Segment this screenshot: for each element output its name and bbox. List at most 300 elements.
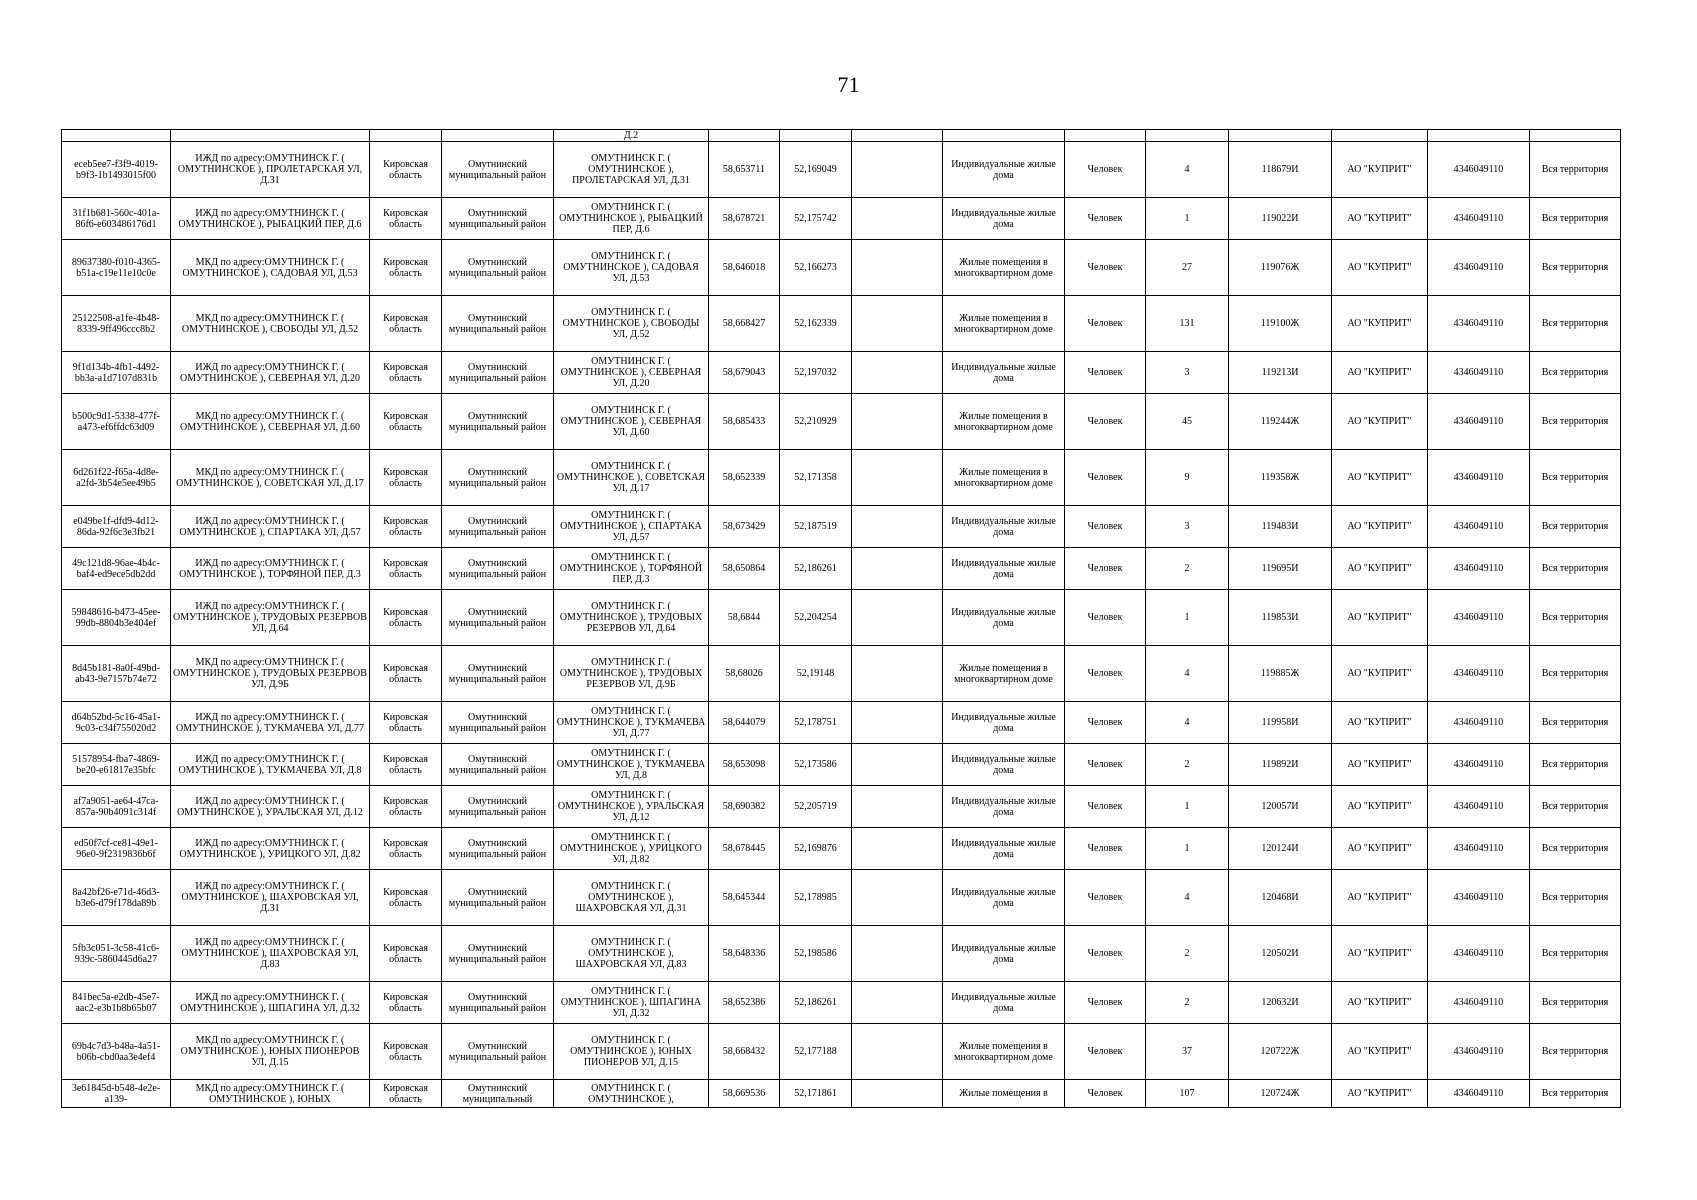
cell-region: Кировская область (370, 296, 442, 352)
cell-inn: 4346049110 (1428, 982, 1530, 1024)
cell-terr: Вся территория (1530, 296, 1621, 352)
cell-type (943, 130, 1065, 142)
cell-code: 119695И (1229, 548, 1332, 590)
cell-terr: Вся территория (1530, 828, 1621, 870)
cell-district: Омутнинский муниципальный район (442, 450, 554, 506)
cell-type: Индивидуальные жилые дома (943, 926, 1065, 982)
cell-inn: 4346049110 (1428, 352, 1530, 394)
cell-terr: Вся территория (1530, 142, 1621, 198)
cell-empty (852, 296, 943, 352)
cell-type: Индивидуальные жилые дома (943, 590, 1065, 646)
cell-count: 107 (1146, 1080, 1229, 1108)
cell-id: af7a9051-ae64-47ca-857a-90b4091c314f (62, 786, 171, 828)
cell-id (62, 130, 171, 142)
cell-id: e049be1f-dfd9-4d12-86da-92f6c3e3fb21 (62, 506, 171, 548)
cell-region: Кировская область (370, 352, 442, 394)
cell-empty (852, 828, 943, 870)
cell-terr: Вся территория (1530, 702, 1621, 744)
cell-code: 119100Ж (1229, 296, 1332, 352)
cell-code: 119892И (1229, 744, 1332, 786)
cell-terr: Вся территория (1530, 926, 1621, 982)
cell-type: Жилые помещения в многоквартирном доме (943, 240, 1065, 296)
cell-org: АО "КУПРИТ" (1332, 296, 1428, 352)
cell-org: АО "КУПРИТ" (1332, 548, 1428, 590)
cell-lat: 58,668427 (709, 296, 780, 352)
cell-district: Омутнинский муниципальный район (442, 828, 554, 870)
cell-type: Индивидуальные жилые дома (943, 142, 1065, 198)
cell-lat: 58,653711 (709, 142, 780, 198)
table-row (62, 352, 1621, 394)
cell-lon: 52,175742 (780, 198, 852, 240)
cell-terr: Вся территория (1530, 450, 1621, 506)
cell-type: Индивидуальные жилые дома (943, 870, 1065, 926)
cell-lat: 58,679043 (709, 352, 780, 394)
cell-terr (1530, 130, 1621, 142)
cell-lat (709, 130, 780, 142)
cell-lon: 52,162339 (780, 296, 852, 352)
cell-id: 8d45b181-8a0f-49bd-ab43-9e7157b74e72 (62, 646, 171, 702)
cell-lat: 58,690382 (709, 786, 780, 828)
cell-count: 37 (1146, 1024, 1229, 1080)
cell-code: 120632И (1229, 982, 1332, 1024)
cell-inn: 4346049110 (1428, 870, 1530, 926)
cell-org: АО "КУПРИТ" (1332, 590, 1428, 646)
cell-empty (852, 646, 943, 702)
cell-id: 31f1b681-560c-401a-86f6-e603486176d1 (62, 198, 171, 240)
cell-code: 119885Ж (1229, 646, 1332, 702)
cell-name: ИЖД по адресу:ОМУТНИНСК Г. ( ОМУТНИНСКОЕ ), ТУКМАЧЕВА УЛ, Д.77 (171, 702, 370, 744)
cell-type: Жилые помещения в (943, 1080, 1065, 1108)
cell-type: Индивидуальные жилые дома (943, 982, 1065, 1024)
cell-type: Жилые помещения в многоквартирном доме (943, 646, 1065, 702)
cell-type: Жилые помещения в многоквартирном доме (943, 1024, 1065, 1080)
cell-name (171, 130, 370, 142)
cell-unit: Человек (1065, 870, 1146, 926)
cell-inn: 4346049110 (1428, 590, 1530, 646)
cell-org: АО "КУПРИТ" (1332, 450, 1428, 506)
table-row (62, 982, 1621, 1024)
registry-table (61, 129, 1621, 1108)
cell-org: АО "КУПРИТ" (1332, 394, 1428, 450)
cell-id: eceb5ee7-f3f9-4019-b9f3-1b1493015f00 (62, 142, 171, 198)
cell-inn (1428, 130, 1530, 142)
cell-lon: 52,205719 (780, 786, 852, 828)
table-row (62, 130, 1621, 142)
table-row (62, 198, 1621, 240)
cell-address: ОМУТНИНСК Г. ( ОМУТНИНСКОЕ ), ШПАГИНА УЛ, Д.32 (554, 982, 709, 1024)
cell-id: 89637380-f010-4365-b51a-c19e11e10c0e (62, 240, 171, 296)
cell-district: Омутнинский муниципальный район (442, 786, 554, 828)
cell-district: Омутнинский муниципальный район (442, 352, 554, 394)
cell-empty (852, 982, 943, 1024)
cell-id: 25122508-a1fe-4b48-8339-9ff496ccc8b2 (62, 296, 171, 352)
table-body (62, 130, 1621, 1108)
cell-org: АО "КУПРИТ" (1332, 828, 1428, 870)
cell-lat: 58,669536 (709, 1080, 780, 1108)
cell-terr: Вся территория (1530, 352, 1621, 394)
cell-lon: 52,178751 (780, 702, 852, 744)
cell-id: 69b4c7d3-b48a-4a51-b06b-cbd0aa3e4ef4 (62, 1024, 171, 1080)
cell-address: ОМУТНИНСК Г. ( ОМУТНИНСКОЕ ), ТУКМАЧЕВА УЛ, Д.77 (554, 702, 709, 744)
cell-id: d64b52bd-5c16-45a1-9c03-c34f755020d2 (62, 702, 171, 744)
cell-terr: Вся территория (1530, 870, 1621, 926)
cell-lat: 58,653098 (709, 744, 780, 786)
cell-unit: Человек (1065, 198, 1146, 240)
cell-address: ОМУТНИНСК Г. ( ОМУТНИНСКОЕ ), ТОРФЯНОЙ ПЕР, Д.3 (554, 548, 709, 590)
cell-district: Омутнинский муниципальный район (442, 590, 554, 646)
cell-name: ИЖД по адресу:ОМУТНИНСК Г. ( ОМУТНИНСКОЕ ), ТОРФЯНОЙ ПЕР, Д.3 (171, 548, 370, 590)
cell-code: 120468И (1229, 870, 1332, 926)
table-row (62, 450, 1621, 506)
cell-unit: Человек (1065, 926, 1146, 982)
cell-empty (852, 394, 943, 450)
cell-count: 9 (1146, 450, 1229, 506)
cell-inn: 4346049110 (1428, 548, 1530, 590)
cell-lon: 52,166273 (780, 240, 852, 296)
cell-terr: Вся территория (1530, 590, 1621, 646)
cell-code (1229, 130, 1332, 142)
cell-lat: 58,646018 (709, 240, 780, 296)
cell-district: Омутнинский муниципальный район (442, 702, 554, 744)
cell-name: ИЖД по адресу:ОМУТНИНСК Г. ( ОМУТНИНСКОЕ ), УРАЛЬСКАЯ УЛ, Д.12 (171, 786, 370, 828)
cell-org: АО "КУПРИТ" (1332, 1024, 1428, 1080)
cell-count: 1 (1146, 590, 1229, 646)
cell-lon: 52,173586 (780, 744, 852, 786)
cell-empty (852, 240, 943, 296)
cell-district: Омутнинский муниципальный район (442, 142, 554, 198)
cell-type: Индивидуальные жилые дома (943, 744, 1065, 786)
cell-terr: Вся территория (1530, 982, 1621, 1024)
cell-address: ОМУТНИНСК Г. ( ОМУТНИНСКОЕ ), ШАХРОВСКАЯ УЛ, Д.31 (554, 870, 709, 926)
cell-region: Кировская область (370, 240, 442, 296)
cell-id: 49c121d8-96ae-4b4c-baf4-ed9ece5db2dd (62, 548, 171, 590)
cell-code: 119958И (1229, 702, 1332, 744)
cell-empty (852, 590, 943, 646)
cell-address: ОМУТНИНСК Г. ( ОМУТНИНСКОЕ ), ЮНЫХ ПИОНЕРОВ УЛ, Д.15 (554, 1024, 709, 1080)
cell-type: Индивидуальные жилые дома (943, 506, 1065, 548)
cell-unit: Человек (1065, 828, 1146, 870)
cell-address: ОМУТНИНСК Г. ( ОМУТНИНСКОЕ ), ШАХРОВСКАЯ УЛ, Д.83 (554, 926, 709, 982)
cell-count: 1 (1146, 828, 1229, 870)
cell-lon: 52,186261 (780, 982, 852, 1024)
cell-lat: 58,668432 (709, 1024, 780, 1080)
cell-empty (852, 744, 943, 786)
cell-address: ОМУТНИНСК Г. ( ОМУТНИНСКОЕ ), СВОБОДЫ УЛ, Д.52 (554, 296, 709, 352)
cell-region: Кировская область (370, 590, 442, 646)
cell-region: Кировская область (370, 870, 442, 926)
cell-name: МКД по адресу:ОМУТНИНСК Г. ( ОМУТНИНСКОЕ ), ЮНЫХ (171, 1080, 370, 1108)
table-row (62, 506, 1621, 548)
cell-inn: 4346049110 (1428, 926, 1530, 982)
cell-org: АО "КУПРИТ" (1332, 240, 1428, 296)
cell-lon: 52,19148 (780, 646, 852, 702)
cell-count: 3 (1146, 506, 1229, 548)
cell-name: МКД по адресу:ОМУТНИНСК Г. ( ОМУТНИНСКОЕ ), САДОВАЯ УЛ, Д.53 (171, 240, 370, 296)
cell-address: ОМУТНИНСК Г. ( ОМУТНИНСКОЕ ), УРИЦКОГО УЛ, Д.82 (554, 828, 709, 870)
cell-address: ОМУТНИНСК Г. ( ОМУТНИНСКОЕ ), ТРУДОВЫХ РЕЗЕРВОВ УЛ, Д.9Б (554, 646, 709, 702)
cell-name: ИЖД по адресу:ОМУТНИНСК Г. ( ОМУТНИНСКОЕ ), ШПАГИНА УЛ, Д.32 (171, 982, 370, 1024)
cell-id: b500c9d1-5338-477f-a473-ef6ffdc63d09 (62, 394, 171, 450)
cell-inn: 4346049110 (1428, 646, 1530, 702)
cell-name: ИЖД по адресу:ОМУТНИНСК Г. ( ОМУТНИНСКОЕ ), ТРУДОВЫХ РЕЗЕРВОВ УЛ, Д.64 (171, 590, 370, 646)
cell-count: 131 (1146, 296, 1229, 352)
cell-name: ИЖД по адресу:ОМУТНИНСК Г. ( ОМУТНИНСКОЕ ), ПРОЛЕТАРСКАЯ УЛ, Д.31 (171, 142, 370, 198)
cell-unit: Человек (1065, 590, 1146, 646)
cell-code: 119213И (1229, 352, 1332, 394)
cell-org: АО "КУПРИТ" (1332, 1080, 1428, 1108)
cell-code: 119244Ж (1229, 394, 1332, 450)
page-number: 71 (837, 72, 860, 97)
cell-inn: 4346049110 (1428, 506, 1530, 548)
cell-region: Кировская область (370, 926, 442, 982)
cell-address: ОМУТНИНСК Г. ( ОМУТНИНСКОЕ ), ТРУДОВЫХ РЕЗЕРВОВ УЛ, Д.64 (554, 590, 709, 646)
cell-lat: 58,678721 (709, 198, 780, 240)
cell-type: Индивидуальные жилые дома (943, 352, 1065, 394)
cell-empty (852, 142, 943, 198)
cell-district: Омутнинский муниципальный район (442, 926, 554, 982)
cell-lon: 52,177188 (780, 1024, 852, 1080)
cell-id: 3e61845d-b548-4e2e-a139- (62, 1080, 171, 1108)
cell-terr: Вся территория (1530, 394, 1621, 450)
cell-district: Омутнинский муниципальный район (442, 548, 554, 590)
cell-empty (852, 1080, 943, 1108)
table-row (62, 394, 1621, 450)
cell-district: Омутнинский муниципальный район (442, 982, 554, 1024)
cell-terr: Вся территория (1530, 1024, 1621, 1080)
cell-code: 120124И (1229, 828, 1332, 870)
cell-address: ОМУТНИНСК Г. ( ОМУТНИНСКОЕ ), СОВЕТСКАЯ УЛ, Д.17 (554, 450, 709, 506)
cell-unit: Человек (1065, 1080, 1146, 1108)
cell-id: 841bec5a-e2db-45e7-aac2-e3b1b8b65b07 (62, 982, 171, 1024)
cell-code: 120057И (1229, 786, 1332, 828)
cell-terr: Вся территория (1530, 548, 1621, 590)
cell-lon: 52,197032 (780, 352, 852, 394)
cell-lat: 58,6844 (709, 590, 780, 646)
cell-code: 119483И (1229, 506, 1332, 548)
cell-region: Кировская область (370, 506, 442, 548)
cell-region: Кировская область (370, 548, 442, 590)
cell-lon: 52,198586 (780, 926, 852, 982)
cell-terr: Вся территория (1530, 744, 1621, 786)
cell-terr: Вся территория (1530, 240, 1621, 296)
cell-org: АО "КУПРИТ" (1332, 926, 1428, 982)
cell-inn: 4346049110 (1428, 296, 1530, 352)
cell-name: ИЖД по адресу:ОМУТНИНСК Г. ( ОМУТНИНСКОЕ ), СПАРТАКА УЛ, Д.57 (171, 506, 370, 548)
cell-org: АО "КУПРИТ" (1332, 702, 1428, 744)
cell-address: ОМУТНИНСК Г. ( ОМУТНИНСКОЕ ), САДОВАЯ УЛ, Д.53 (554, 240, 709, 296)
cell-code: 119022И (1229, 198, 1332, 240)
cell-district: Омутнинский муниципальный район (442, 646, 554, 702)
cell-region: Кировская область (370, 394, 442, 450)
cell-district: Омутнинский муниципальный район (442, 296, 554, 352)
cell-name: МКД по адресу:ОМУТНИНСК Г. ( ОМУТНИНСКОЕ ), СОВЕТСКАЯ УЛ, Д.17 (171, 450, 370, 506)
cell-empty (852, 1024, 943, 1080)
cell-inn: 4346049110 (1428, 198, 1530, 240)
table-row (62, 926, 1621, 982)
table-row (62, 142, 1621, 198)
cell-lon: 52,169876 (780, 828, 852, 870)
table-row (62, 702, 1621, 744)
cell-unit: Человек (1065, 786, 1146, 828)
cell-inn: 4346049110 (1428, 702, 1530, 744)
cell-district: Омутнинский муниципальный район (442, 394, 554, 450)
cell-address: ОМУТНИНСК Г. ( ОМУТНИНСКОЕ ), СЕВЕРНАЯ УЛ, Д.20 (554, 352, 709, 394)
table-row (62, 548, 1621, 590)
cell-count: 1 (1146, 198, 1229, 240)
cell-inn: 4346049110 (1428, 786, 1530, 828)
cell-lon: 52,178985 (780, 870, 852, 926)
cell-org: АО "КУПРИТ" (1332, 506, 1428, 548)
cell-type: Жилые помещения в многоквартирном доме (943, 450, 1065, 506)
cell-count: 27 (1146, 240, 1229, 296)
cell-terr: Вся территория (1530, 646, 1621, 702)
cell-region: Кировская область (370, 786, 442, 828)
cell-empty (852, 450, 943, 506)
cell-lat: 58,648336 (709, 926, 780, 982)
cell-inn: 4346049110 (1428, 1080, 1530, 1108)
cell-district: Омутнинский муниципальный район (442, 240, 554, 296)
table-row (62, 828, 1621, 870)
cell-code: 120502И (1229, 926, 1332, 982)
cell-empty (852, 870, 943, 926)
cell-type: Индивидуальные жилые дома (943, 198, 1065, 240)
cell-unit: Человек (1065, 240, 1146, 296)
cell-region: Кировская область (370, 982, 442, 1024)
table-row (62, 646, 1621, 702)
cell-unit: Человек (1065, 982, 1146, 1024)
cell-lat: 58,685433 (709, 394, 780, 450)
cell-count: 4 (1146, 142, 1229, 198)
cell-inn: 4346049110 (1428, 142, 1530, 198)
cell-count: 2 (1146, 744, 1229, 786)
cell-address: ОМУТНИНСК Г. ( ОМУТНИНСКОЕ ), СПАРТАКА УЛ, Д.57 (554, 506, 709, 548)
table-row (62, 786, 1621, 828)
cell-lat: 58,644079 (709, 702, 780, 744)
cell-org (1332, 130, 1428, 142)
cell-empty (852, 926, 943, 982)
cell-unit: Человек (1065, 646, 1146, 702)
cell-lat: 58,652339 (709, 450, 780, 506)
cell-lat: 58,652386 (709, 982, 780, 1024)
cell-name: МКД по адресу:ОМУТНИНСК Г. ( ОМУТНИНСКОЕ ), СЕВЕРНАЯ УЛ, Д.60 (171, 394, 370, 450)
table-row (62, 1080, 1621, 1108)
cell-name: ИЖД по адресу:ОМУТНИНСК Г. ( ОМУТНИНСКОЕ ), РЫБАЦКИЙ ПЕР, Д.6 (171, 198, 370, 240)
cell-code: 119076Ж (1229, 240, 1332, 296)
cell-address: ОМУТНИНСК Г. ( ОМУТНИНСКОЕ ), ТУКМАЧЕВА УЛ, Д.8 (554, 744, 709, 786)
cell-terr: Вся территория (1530, 786, 1621, 828)
cell-count: 2 (1146, 548, 1229, 590)
cell-org: АО "КУПРИТ" (1332, 870, 1428, 926)
cell-address: ОМУТНИНСК Г. ( ОМУТНИНСКОЕ ), ПРОЛЕТАРСКАЯ УЛ, Д.31 (554, 142, 709, 198)
cell-count: 1 (1146, 786, 1229, 828)
cell-type: Индивидуальные жилые дома (943, 548, 1065, 590)
cell-inn: 4346049110 (1428, 828, 1530, 870)
cell-empty (852, 198, 943, 240)
cell-id: ed50f7cf-ce81-49e1-96e0-9f2319836b6f (62, 828, 171, 870)
cell-terr: Вся территория (1530, 1080, 1621, 1108)
cell-empty (852, 702, 943, 744)
cell-region: Кировская область (370, 142, 442, 198)
cell-name: ИЖД по адресу:ОМУТНИНСК Г. ( ОМУТНИНСКОЕ ), ТУКМАЧЕВА УЛ, Д.8 (171, 744, 370, 786)
cell-count: 2 (1146, 926, 1229, 982)
cell-count: 4 (1146, 870, 1229, 926)
cell-code: 120722Ж (1229, 1024, 1332, 1080)
cell-lat: 58,650864 (709, 548, 780, 590)
cell-org: АО "КУПРИТ" (1332, 352, 1428, 394)
cell-id: 51578954-fba7-4869-be20-e61817e35bfc (62, 744, 171, 786)
cell-id: 5fb3c051-3c58-41c6-939c-5860445d6a27 (62, 926, 171, 982)
cell-lon: 52,204254 (780, 590, 852, 646)
cell-unit: Человек (1065, 352, 1146, 394)
cell-type: Индивидуальные жилые дома (943, 702, 1065, 744)
cell-type: Жилые помещения в многоквартирном доме (943, 296, 1065, 352)
cell-unit: Человек (1065, 548, 1146, 590)
cell-address: ОМУТНИНСК Г. ( ОМУТНИНСКОЕ ), (554, 1080, 709, 1108)
cell-lon: 52,171358 (780, 450, 852, 506)
cell-name: МКД по адресу:ОМУТНИНСК Г. ( ОМУТНИНСКОЕ ), ЮНЫХ ПИОНЕРОВ УЛ, Д.15 (171, 1024, 370, 1080)
cell-lon: 52,169049 (780, 142, 852, 198)
cell-district: Омутнинский муниципальный район (442, 506, 554, 548)
cell-unit: Человек (1065, 450, 1146, 506)
cell-address: ОМУТНИНСК Г. ( ОМУТНИНСКОЕ ), СЕВЕРНАЯ УЛ, Д.60 (554, 394, 709, 450)
cell-count: 4 (1146, 646, 1229, 702)
cell-district (442, 130, 554, 142)
cell-address: ОМУТНИНСК Г. ( ОМУТНИНСКОЕ ), УРАЛЬСКАЯ УЛ, Д.12 (554, 786, 709, 828)
cell-terr: Вся территория (1530, 198, 1621, 240)
cell-region: Кировская область (370, 744, 442, 786)
cell-code: 120724Ж (1229, 1080, 1332, 1108)
cell-lon (780, 130, 852, 142)
cell-district: Омутнинский муниципальный район (442, 198, 554, 240)
cell-inn: 4346049110 (1428, 744, 1530, 786)
cell-district: Омутнинский муниципальный район (442, 870, 554, 926)
cell-type: Индивидуальные жилые дома (943, 786, 1065, 828)
cell-region: Кировская область (370, 702, 442, 744)
cell-code: 119358Ж (1229, 450, 1332, 506)
cell-unit: Человек (1065, 506, 1146, 548)
cell-unit: Человек (1065, 296, 1146, 352)
cell-count: 4 (1146, 702, 1229, 744)
cell-name: ИЖД по адресу:ОМУТНИНСК Г. ( ОМУТНИНСКОЕ ), ШАХРОВСКАЯ УЛ, Д.83 (171, 926, 370, 982)
cell-empty (852, 352, 943, 394)
cell-inn: 4346049110 (1428, 1024, 1530, 1080)
cell-name: ИЖД по адресу:ОМУТНИНСК Г. ( ОМУТНИНСКОЕ ), СЕВЕРНАЯ УЛ, Д.20 (171, 352, 370, 394)
cell-lat: 58,673429 (709, 506, 780, 548)
cell-region: Кировская область (370, 1080, 442, 1108)
cell-org: АО "КУПРИТ" (1332, 786, 1428, 828)
cell-district: Омутнинский муниципальный район (442, 744, 554, 786)
cell-empty (852, 130, 943, 142)
cell-count: 2 (1146, 982, 1229, 1024)
cell-region: Кировская область (370, 450, 442, 506)
cell-id: 8a42bf26-e71d-46d3-b3e6-d79f178da89b (62, 870, 171, 926)
cell-inn: 4346049110 (1428, 394, 1530, 450)
cell-lon: 52,187519 (780, 506, 852, 548)
cell-org: АО "КУПРИТ" (1332, 744, 1428, 786)
cell-code: 118679И (1229, 142, 1332, 198)
cell-lon: 52,186261 (780, 548, 852, 590)
cell-lat: 58,645344 (709, 870, 780, 926)
cell-name: МКД по адресу:ОМУТНИНСК Г. ( ОМУТНИНСКОЕ ), СВОБОДЫ УЛ, Д.52 (171, 296, 370, 352)
table-row (62, 590, 1621, 646)
cell-count (1146, 130, 1229, 142)
cell-inn: 4346049110 (1428, 240, 1530, 296)
cell-org: АО "КУПРИТ" (1332, 982, 1428, 1024)
cell-name: ИЖД по адресу:ОМУТНИНСК Г. ( ОМУТНИНСКОЕ ), УРИЦКОГО УЛ, Д.82 (171, 828, 370, 870)
cell-empty (852, 786, 943, 828)
cell-lat: 58,68026 (709, 646, 780, 702)
table-row (62, 744, 1621, 786)
